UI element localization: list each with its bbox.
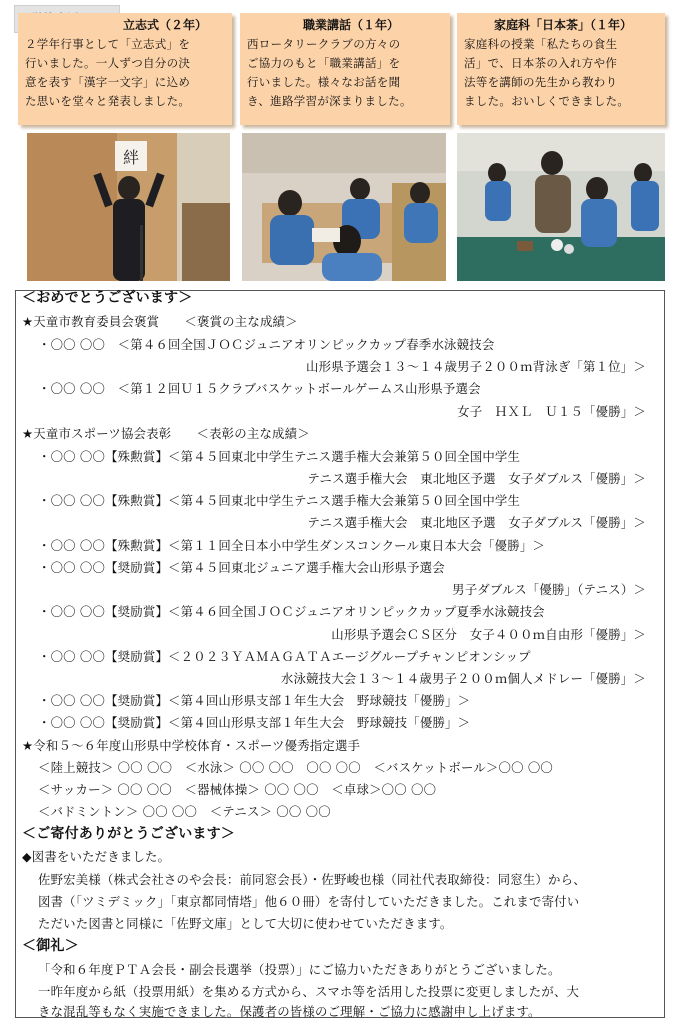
notice-line: ★天童市スポーツ協会表彰 ＜表彰の主な成績＞ (22, 426, 310, 441)
note-line: 法等を講師の先生から教わり (464, 75, 618, 89)
note-line: 家庭科の授業「私たちの食生 (464, 37, 618, 51)
notice-line: ・〇〇 〇〇【殊勲賞】＜第４５回東北中学生テニス選手権大会兼第５０回全国中学生 (38, 493, 521, 508)
note-career-talk (240, 13, 450, 125)
notice-line: ＜陸上競技＞ 〇〇 〇〇 ＜水泳＞ 〇〇 〇〇 〇〇 〇〇 ＜バスケットボール＞〇〇 〇〇 (38, 760, 553, 775)
notice-line: 佐野宏美様（株式会社さのや会長：前同窓会長）・佐野峻也様（同社代表取締役：同窓生）から、 (38, 872, 586, 887)
kanji-sign: 絆 (122, 148, 140, 167)
notice-line: ◆図書をいただきました。 (22, 849, 171, 864)
section-heading: ＜おめでとうございます＞ (22, 290, 193, 306)
section-heading: ＜ご寄付ありがとうございます＞ (22, 826, 235, 842)
notice-line: 山形県予選会１３～１４歳男子２００ｍ背泳ぎ「第１位」＞ (306, 359, 646, 374)
note-line: 西ロータリークラブの方々の (247, 37, 401, 51)
note-line: 活」で、日本茶の入れ方や作 (464, 56, 618, 70)
notice-line: ・〇〇 〇〇【奨励賞】＜第４回山形県支部１年生大会 野球競技「優勝」＞ (38, 715, 471, 730)
notice-line: 一昨年度から紙（投票用紙）を集める方式から、スマホ等を活用した投票に変更しましたが、大 (38, 984, 580, 999)
note-line: 意を表す「漢字一文字」に込め (25, 75, 191, 89)
notice-line: 「令和６年度ＰＴＡ会長・副会長選挙（投票）」にご協力いただきありがとうございました。 (38, 962, 561, 977)
notice-line: ＜サッカー＞ 〇〇 〇〇 ＜器械体操＞ 〇〇 〇〇 ＜卓球＞〇〇 〇〇 (38, 782, 437, 797)
notice-line: ・〇〇 〇〇【殊勲賞】＜第１１回全日本小中学生ダンスコンクール東日本大会「優勝」＞ (38, 538, 546, 553)
notice-line: きな混乱等もなく実施できました。保護者の皆様のご理解・ご協力に感謝申し上げます。 (38, 1004, 541, 1019)
note-line: ２学年行事として「立志式」を (25, 37, 191, 51)
notice-line: ・〇〇 〇〇【殊勲賞】＜第４５回東北中学生テニス選手権大会兼第５０回全国中学生 (38, 449, 521, 464)
notice-line: ・〇〇 〇〇 ＜第４６回全国ＪＯＣジュニアオリンピックカップ春季水泳競技会 (38, 337, 495, 352)
notice-line: 男子ダブルス「優勝」（テニス）＞ (452, 582, 646, 597)
notice-line: ・〇〇 〇〇【奨励賞】＜２０２３ＹＡＭＡＧＡＴＡエージグループチャンピオンシップ (38, 649, 531, 664)
photo-japanese-tea (457, 133, 665, 281)
notice-line: ＜バドミントン＞ 〇〇 〇〇 ＜テニス＞ 〇〇 〇〇 (38, 804, 331, 819)
note-title: 家庭科「日本茶」（１年） (493, 18, 632, 32)
notice-line: 山形県予選会ＣＳ区分 女子４００ｍ自由形「優勝」＞ (331, 627, 646, 642)
note-title: 立志式（２年） (122, 18, 207, 32)
notice-line: ・〇〇 〇〇【奨励賞】＜第４５回東北ジュニア選手権大会山形県予選会 (38, 560, 445, 575)
note-line: ご協力のもと「職業講話」を (247, 56, 401, 70)
notice-line: ただいた図書と同様に「佐野文庫」として大切に使わせていただきます。 (38, 916, 453, 931)
note-title: 職業講話（１年） (302, 18, 399, 32)
note-rissshiki (18, 13, 232, 125)
notice-line: ・〇〇 〇〇 ＜第１２回Ｕ１５クラブバスケットボールゲームス山形県予選会 (38, 381, 481, 396)
notice-line: ★天童市教育委員会褒賞 ＜褒賞の主な成績＞ (22, 314, 298, 329)
notice-line: ・〇〇 〇〇【奨励賞】＜第４６回全国ＪＯＣジュニアオリンピックカップ夏季水泳競技会 (38, 604, 545, 619)
notice-line: テニス選手権大会 東北地区予選 女子ダブルス「優勝」＞ (307, 471, 646, 486)
note-line: 行いました。様々なお話を聞 (247, 75, 401, 89)
section-heading: ＜御礼＞ (22, 938, 79, 954)
note-line: た思いを堂々と発表しました。 (25, 94, 191, 108)
notice-line: 水泳競技大会１３～１４歳男子２００ｍ個人メドレー「優勝」＞ (280, 671, 646, 686)
photo-rissshiki (27, 133, 230, 281)
notice-line: 女子 ＨＸＬ Ｕ１５「優勝」＞ (457, 404, 646, 419)
notice-line: テニス選手権大会 東北地区予選 女子ダブルス「優勝」＞ (307, 515, 646, 530)
note-line: ました。おいしくできました。 (464, 94, 630, 108)
note-japanese-tea (457, 13, 665, 125)
note-line: 行いました。一人ずつ自分の決 (25, 56, 191, 70)
photo-career-talk (242, 133, 446, 281)
notice-line: 図書（「ツミデミック」「東京都同情塔」他６０冊）を寄付していただきました。これまで寄付い (38, 894, 580, 909)
notice-line: ・〇〇 〇〇【奨励賞】＜第４回山形県支部１年生大会 野球競技「優勝」＞ (38, 693, 471, 708)
notice-line: ★令和５～６年度山形県中学校体育・スポーツ優秀指定選手 (22, 738, 361, 753)
note-line: き、進路学習が深まりました。 (247, 94, 412, 108)
